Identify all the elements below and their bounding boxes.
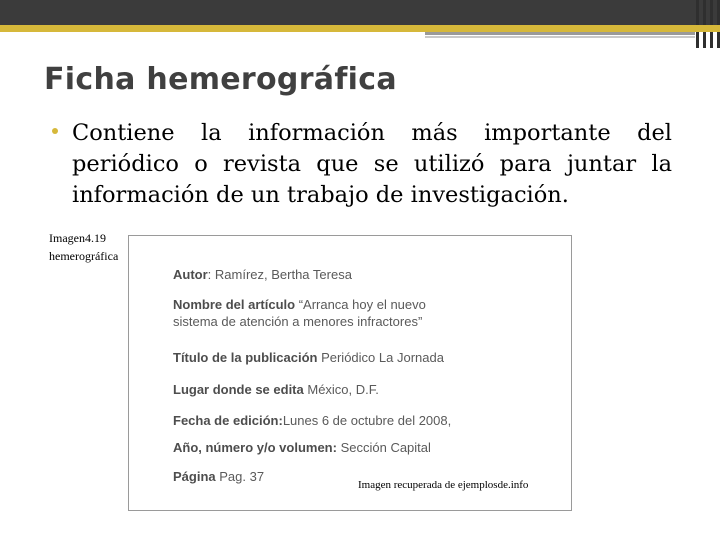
bullet-dot-icon [52,128,58,134]
bullet-item [52,118,672,211]
accent-underline [425,32,695,35]
slide-title: Ficha hemerográfica [44,62,397,97]
field-page: Página Pag. 37 [173,469,265,484]
accent-underline-light [425,36,695,38]
field-article-name-cont: sistema de atención a menores infractores” [173,314,423,329]
accent-line [0,25,720,32]
image-credit: Imagen recuperada de ejemplosde.info [358,479,529,491]
image-caption: Imagen4.19 hemerográfica [49,231,119,263]
bullet-text: Contiene la información más importante del periódico o revista que se utilizó para juntar la información de un trabajo de investigación. [72,120,672,208]
corner-stripes [694,0,720,48]
sample-card-image [128,235,572,511]
field-edit-place: Lugar donde se edita México, D.F. [173,382,379,397]
field-edition-date: Fecha de edición:Lunes 6 de octubre del 2008, [173,413,452,428]
field-publication-title: Título de la publicación Periódico La Jornada [173,350,444,365]
field-year-volume: Año, número y/o volumen: Sección Capital [173,440,431,455]
top-decorative-bar [0,0,720,25]
field-article-name: Nombre del artículo “Arranca hoy el nuevo [173,297,426,312]
field-author: Autor: Ramírez, Bertha Teresa [173,267,352,282]
